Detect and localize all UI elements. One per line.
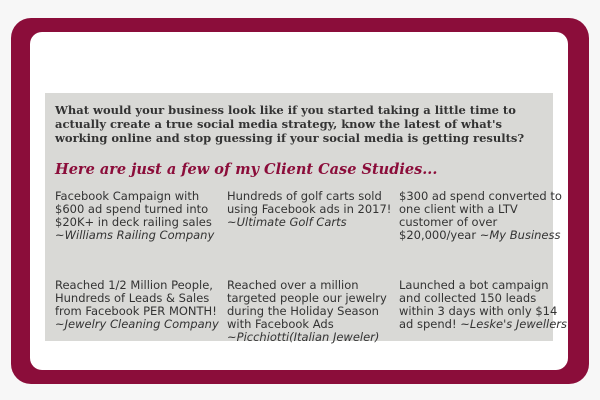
case-study-text: Launched a bot campaign and collected 150 leads within 3 days with only $14 ad spend! — [399, 278, 558, 331]
case-study-text: Hundreds of golf carts sold using Facebook ads in 2017! — [227, 189, 392, 216]
case-studies-panel — [45, 93, 568, 344]
card — [30, 32, 568, 370]
case-study-attribution: ~Leske's Jewellers — [460, 317, 568, 331]
case-studies-heading: Here are just a few of my Client Case Studies... — [55, 161, 438, 178]
case-study — [227, 190, 397, 229]
case-study — [55, 190, 225, 242]
case-study-text: $300 ad spend converted to one client with a LTV customer of over $20,000/year — [399, 189, 562, 242]
intro-text: What would your business look like if you started taking a little time to actually create a true social media strategy, know the latest of what's working online and stop guessing if your social media is getting results? — [55, 103, 525, 145]
case-study-text: Reached 1/2 Million People, Hundreds of Leads & Sales from Facebook PER MONTH! — [55, 278, 217, 318]
case-study-attribution: ~Ultimate Golf Carts — [227, 215, 347, 229]
case-study-attribution: ~Williams Railing Company — [55, 228, 215, 242]
case-study-attribution: ~Picchiotti(Italian Jeweler) — [227, 330, 380, 344]
case-study-attribution: ~Jewelry Cleaning Company — [55, 317, 219, 331]
case-study — [227, 279, 397, 344]
case-study-text: Reached over a million targeted people our jewelry during the Holiday Season with Facebook Ads — [227, 278, 387, 331]
case-study — [399, 279, 568, 331]
outer-frame — [11, 18, 589, 384]
case-study-attribution: ~My Business — [479, 228, 561, 242]
case-study — [399, 190, 568, 242]
case-study — [55, 279, 225, 331]
case-study-text: Facebook Campaign with $600 ad spend turned into $20K+ in deck railing sales — [55, 189, 212, 229]
